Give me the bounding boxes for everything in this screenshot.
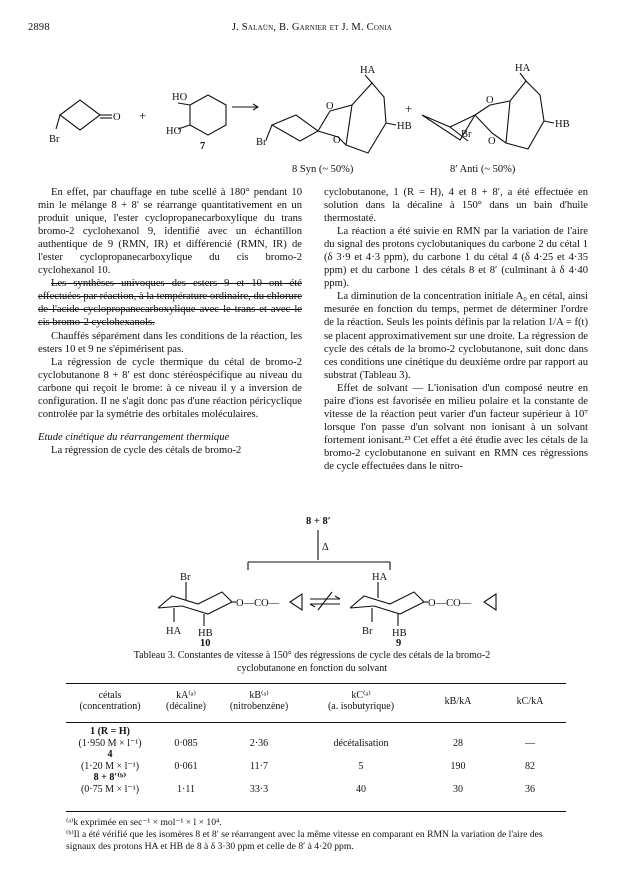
label-o4: O (486, 95, 494, 106)
table-body (66, 726, 566, 795)
running-header: J. Salaün, B. Garnier et J. M. Conia (231, 22, 393, 33)
label-ho1: HO (172, 92, 188, 103)
label-br-left: Br (180, 572, 191, 583)
footnote-b: ⁽ᵇ⁾Il a été vérifié que les isomères 8 et 8′ se réarrangent avec la même vitesse en comparant en RMN la variation de l'aire des signaux des protons HA et HB de 8 à δ 3·30 ppm et celle de 8′ à 4·20 ppm. (66, 829, 543, 852)
label-o2: O (326, 101, 334, 112)
right-paragraph-4: Effet de solvant — L'ionisation d'un composé neutre en paire d'ions est favorisée en milieu polaire et la constante de vitesse de la réaction peut varier d'un facteur supérieur à 10⁷ lorsque l'on passe d'un solvant non ionisant à un solvant fortement ionisant.²³ Cet effet a été étudie avec les cétals de la bromo-2 cyclobutanone en suivant en RMN ces régressions de cycle effectuées dans le nitro- (324, 382, 588, 472)
label-ester-right: O—CO— (428, 598, 472, 609)
right-paragraph-2: La réaction a été suivie en RMN par la variation de l'aire du signal des protons cyclobutaniques du carbone 2 du cétal 1 (δ 3·9 et 4·3 ppm), du carbone 1 du cétal 4 (δ 4·25 et 4·35 ppm) et du carbone 1 des cétals 8 et 8′ (culminant à δ 4·40 ppm). (324, 226, 588, 290)
label-hb-left: HB (198, 628, 213, 639)
header-ka: kA⁽ᵃ⁾ (décaline) (166, 690, 206, 712)
right-paragraph-3: La diminution de la concentration initiale A₀ en cétal, ainsi mesurée en fonction du temps, permet de déterminer l'ordre de la réaction. Seuls les points définis par la relation 1/A = f(t) se placent approximativement sur une droite. La régression de cycle des cétals de la bromo-2 cyclobutanone, suit donc dans ces conditions une cinétique du deuxième ordre par rapport au substrat (Tableau 3). (324, 291, 588, 381)
label-ha1: HA (360, 65, 376, 76)
right-text-column (324, 186, 588, 473)
plus-sign-2: + (405, 101, 413, 116)
page-number: 2898 (28, 22, 50, 33)
label-hb2: HB (555, 119, 570, 130)
label-syn-product: 8 Syn (~ 50%) (292, 164, 354, 175)
header-kc-ka: kC/kA (516, 695, 544, 707)
label-anti-product: 8′ Anti (~ 50%) (450, 164, 516, 175)
header-cetals: cétals (concentration) (79, 690, 141, 712)
label-compound-9: 9 (396, 638, 402, 648)
ester-rearrangement-scheme (0, 510, 624, 648)
right-paragraph-1: cyclobutanone, 1 (R = H), 4 et 8 + 8′, a été effectuée en solution dans la décaline à 150° dans un bain d'huile thermostaté. (324, 187, 588, 225)
header-kb: kB⁽ᵃ⁾ (nitrobenzène) (229, 690, 289, 712)
left-text-column (38, 186, 302, 457)
section-heading: Etude cinétique du réarrangement thermique (38, 431, 230, 443)
plus-sign-1: + (139, 108, 147, 123)
left-paragraph-4: La régression de cycle thermique du cétal de bromo-2 cyclobutanone 8 + 8′ est donc stéréospécifique au niveau du carbone qui reçoit le brome: à ce niveau il y a inversion de configuration. Il ne s'agit donc pas d'une réaction péricyclique controlée par la symétrie des orbitales moléculaires. (38, 356, 302, 420)
left-paragraph-5: La régression de cycle des cétals de bromo-2 (51, 444, 242, 456)
table-row: 8 + 8′⁽ᵇ⁾ (0·75 M × l⁻¹) 1·11 33·3 40 30 36 (80, 772, 535, 795)
label-o1: O (113, 112, 121, 123)
label-ha-left: HA (166, 626, 182, 637)
top-reaction-scheme (0, 45, 624, 180)
table-rule-top (66, 683, 566, 684)
footnote-a: ⁽ᵃ⁾k exprimée en sec⁻¹ × mol⁻¹ × l × 10⁴. (66, 817, 222, 828)
label-ester-left: O—CO— (236, 598, 280, 609)
label-hb1: HB (397, 121, 412, 132)
label-compound-10: 10 (200, 638, 211, 648)
table-row: 1 (R = H) (1·950 M × l⁻¹) 0·085 2·36 décétalisation 28 — (78, 726, 535, 749)
table-caption-line-2: cyclobutanone en fonction du solvant (237, 662, 387, 674)
label-ha2: HA (515, 63, 531, 74)
table-caption (52, 650, 572, 675)
label-br1: Br (49, 134, 60, 145)
label-8-plus-8prime: 8 + 8′ (306, 516, 331, 527)
header-kb-ka: kB/kA (444, 695, 472, 707)
label-compound-7: 7 (200, 141, 206, 152)
label-ho2: HO (166, 126, 182, 137)
label-br-right: Br (362, 626, 373, 637)
label-br3: Br (461, 129, 472, 140)
label-br2: Br (256, 137, 267, 148)
table-caption-line-1: Tableau 3. Constantes de vitesse à 150° des régressions de cycle des cétals de la bromo-2 (133, 650, 491, 661)
label-delta: Δ (322, 542, 329, 553)
table-row: 4 (1·20 M × l⁻¹) 0·061 11·7 5 190 82 (80, 749, 535, 772)
header-kc: kC⁽ᵃ⁾ (a. isobutyrique) (327, 690, 395, 712)
rate-constants-table (66, 690, 566, 712)
label-ha-right: HA (372, 572, 388, 583)
table-footnotes (66, 817, 566, 853)
label-hb-right: HB (392, 628, 407, 639)
table-rule-bottom (66, 811, 566, 812)
table-header-row (66, 690, 566, 712)
left-paragraph-3: Chauffés séparément dans les conditions de la réaction, les esters 10 et 9 ne s'épimérisent pas. (38, 330, 302, 355)
left-paragraph-2: Les synthèses univoques des esters 9 et 10 ont été effectuées par réaction, à la température ordinaire, du chlorure de l'acide cyclopropanecarboxylique avec le trans et avec le cis bromo-2 cyclohexanols. (38, 278, 302, 329)
label-o3: O (333, 135, 341, 146)
left-paragraph-1: En effet, par chauffage en tube scellé à 180° pendant 10 min le mélange 8 + 8′ se réarrange quantitativement en un produit unique, l'ester cyclopropanecarboxylique du trans bromo-2 cyclohexanol 9, identifié avec un échantillon authentique de 9 (RMN, IR) et différencié (RMN, IR) de l'ester cyclopropanecarboxylique du cis bromo-2 cyclohexanol 10. (38, 187, 302, 277)
table-rule-mid (66, 722, 566, 723)
label-o5: O (488, 136, 496, 147)
